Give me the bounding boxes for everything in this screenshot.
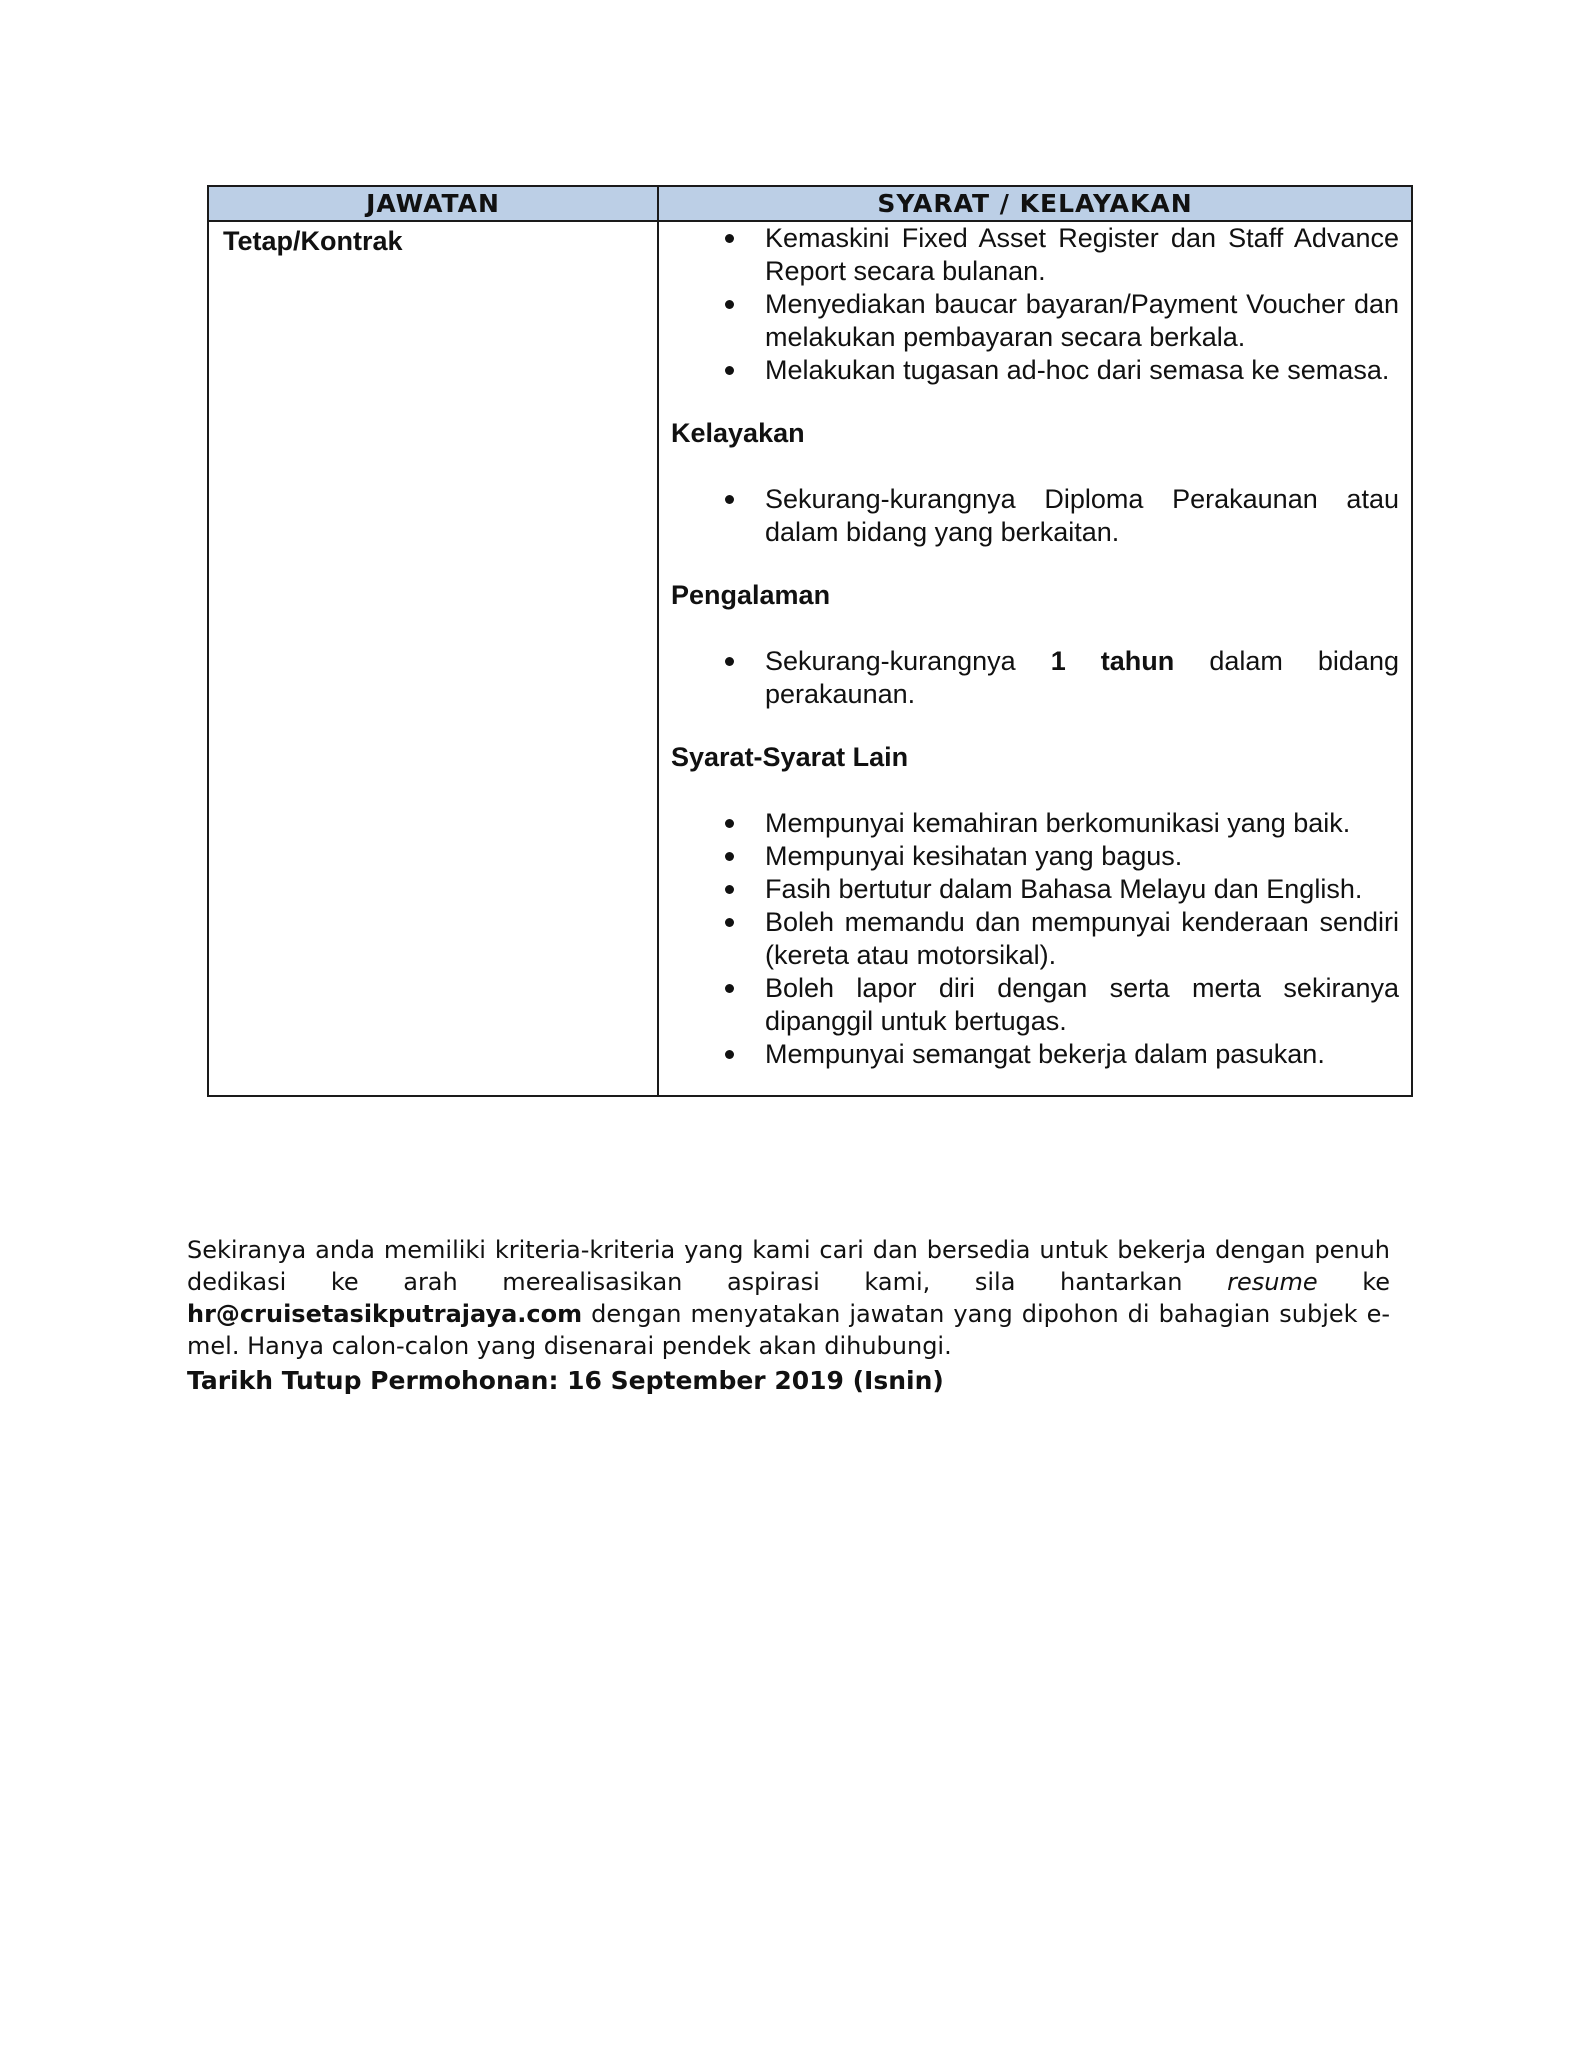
list-item — [671, 807, 1399, 840]
list-item — [671, 483, 1399, 549]
table-header-row — [208, 186, 1412, 221]
header-syarat-kelayakan: SYARAT / KELAYAKAN — [658, 186, 1412, 221]
requirement-text: Boleh lapor diri dengan serta merta sekiranya dipanggil untuk bertugas. — [765, 973, 1399, 1036]
application-paragraph — [187, 1234, 1390, 1362]
list-item — [671, 840, 1399, 873]
email-address[interactable]: hr@cruisetasikputrajaya.com — [187, 1300, 583, 1328]
task-list — [671, 222, 1399, 387]
experience-list — [671, 645, 1399, 711]
bullet-icon — [725, 984, 734, 993]
kelayakan-heading: Kelayakan — [671, 418, 805, 448]
bullet-icon — [725, 300, 734, 309]
list-item — [671, 906, 1399, 972]
bullet-icon — [725, 366, 734, 375]
task-text: Melakukan tugasan ad-hoc dari semasa ke semasa. — [765, 355, 1390, 385]
table-row — [208, 221, 1412, 1096]
syarat-lain-heading: Syarat-Syarat Lain — [671, 742, 909, 772]
qualification-list — [671, 483, 1399, 549]
task-text: Kemaskini Fixed Asset Register dan Staff Advance Report secara bulanan. — [765, 223, 1399, 286]
experience-prefix: Sekurang-kurangnya — [765, 646, 1016, 676]
header-jawatan: JAWATAN — [208, 186, 658, 221]
requirement-text: Mempunyai semangat bekerja dalam pasukan. — [765, 1039, 1325, 1069]
pengalaman-heading: Pengalaman — [671, 580, 831, 610]
experience-suffix: dalam bidang perakaunan. — [765, 646, 1399, 709]
list-item — [671, 873, 1399, 906]
application-text-2: ke — [1362, 1268, 1390, 1296]
bullet-icon — [725, 657, 734, 666]
bullet-icon — [725, 918, 734, 927]
list-item — [671, 222, 1399, 288]
bullet-icon — [725, 1050, 734, 1059]
bullet-icon — [725, 852, 734, 861]
list-item — [671, 288, 1399, 354]
resume-word: resume — [1227, 1268, 1318, 1296]
position-type: Tetap/Kontrak — [208, 221, 658, 1096]
application-text-1: Sekiranya anda memiliki kriteria-kriteria yang kami cari dan bersedia untuk bekerja dengan penuh dedikasi ke arah merealisasikan aspirasi kami, sila hantarkan — [187, 1236, 1390, 1296]
bullet-icon — [725, 234, 734, 243]
task-text: Menyediakan baucar bayaran/Payment Voucher dan melakukan pembayaran secara berkala. — [765, 289, 1399, 352]
qualification-text: Sekurang-kurangnya Diploma Perakaunan atau dalam bidang yang berkaitan. — [765, 484, 1399, 547]
bullet-icon — [725, 819, 734, 828]
list-item — [671, 354, 1399, 387]
requirements-cell — [658, 221, 1412, 1096]
requirement-text: Mempunyai kemahiran berkomunikasi yang baik. — [765, 808, 1351, 838]
application-text-3: dengan menyatakan jawatan yang dipohon di bahagian subjek e-mel. Hanya calon-calon yang disenarai pendek akan dihubungi. — [187, 1300, 1390, 1360]
closing-date: Tarikh Tutup Permohonan: 16 September 2019 (Isnin) — [187, 1366, 944, 1395]
job-requirements-table — [207, 185, 1413, 1097]
list-item — [671, 1038, 1399, 1071]
requirement-text: Boleh memandu dan mempunyai kenderaan sendiri (kereta atau motorsikal). — [765, 907, 1399, 970]
list-item — [671, 972, 1399, 1038]
experience-duration: 1 tahun — [1050, 646, 1175, 676]
requirement-text: Fasih bertutur dalam Bahasa Melayu dan English. — [765, 874, 1363, 904]
bullet-icon — [725, 495, 734, 504]
bullet-icon — [725, 885, 734, 894]
requirement-text: Mempunyai kesihatan yang bagus. — [765, 841, 1183, 871]
list-item — [671, 645, 1399, 711]
other-requirements-list — [671, 807, 1399, 1071]
